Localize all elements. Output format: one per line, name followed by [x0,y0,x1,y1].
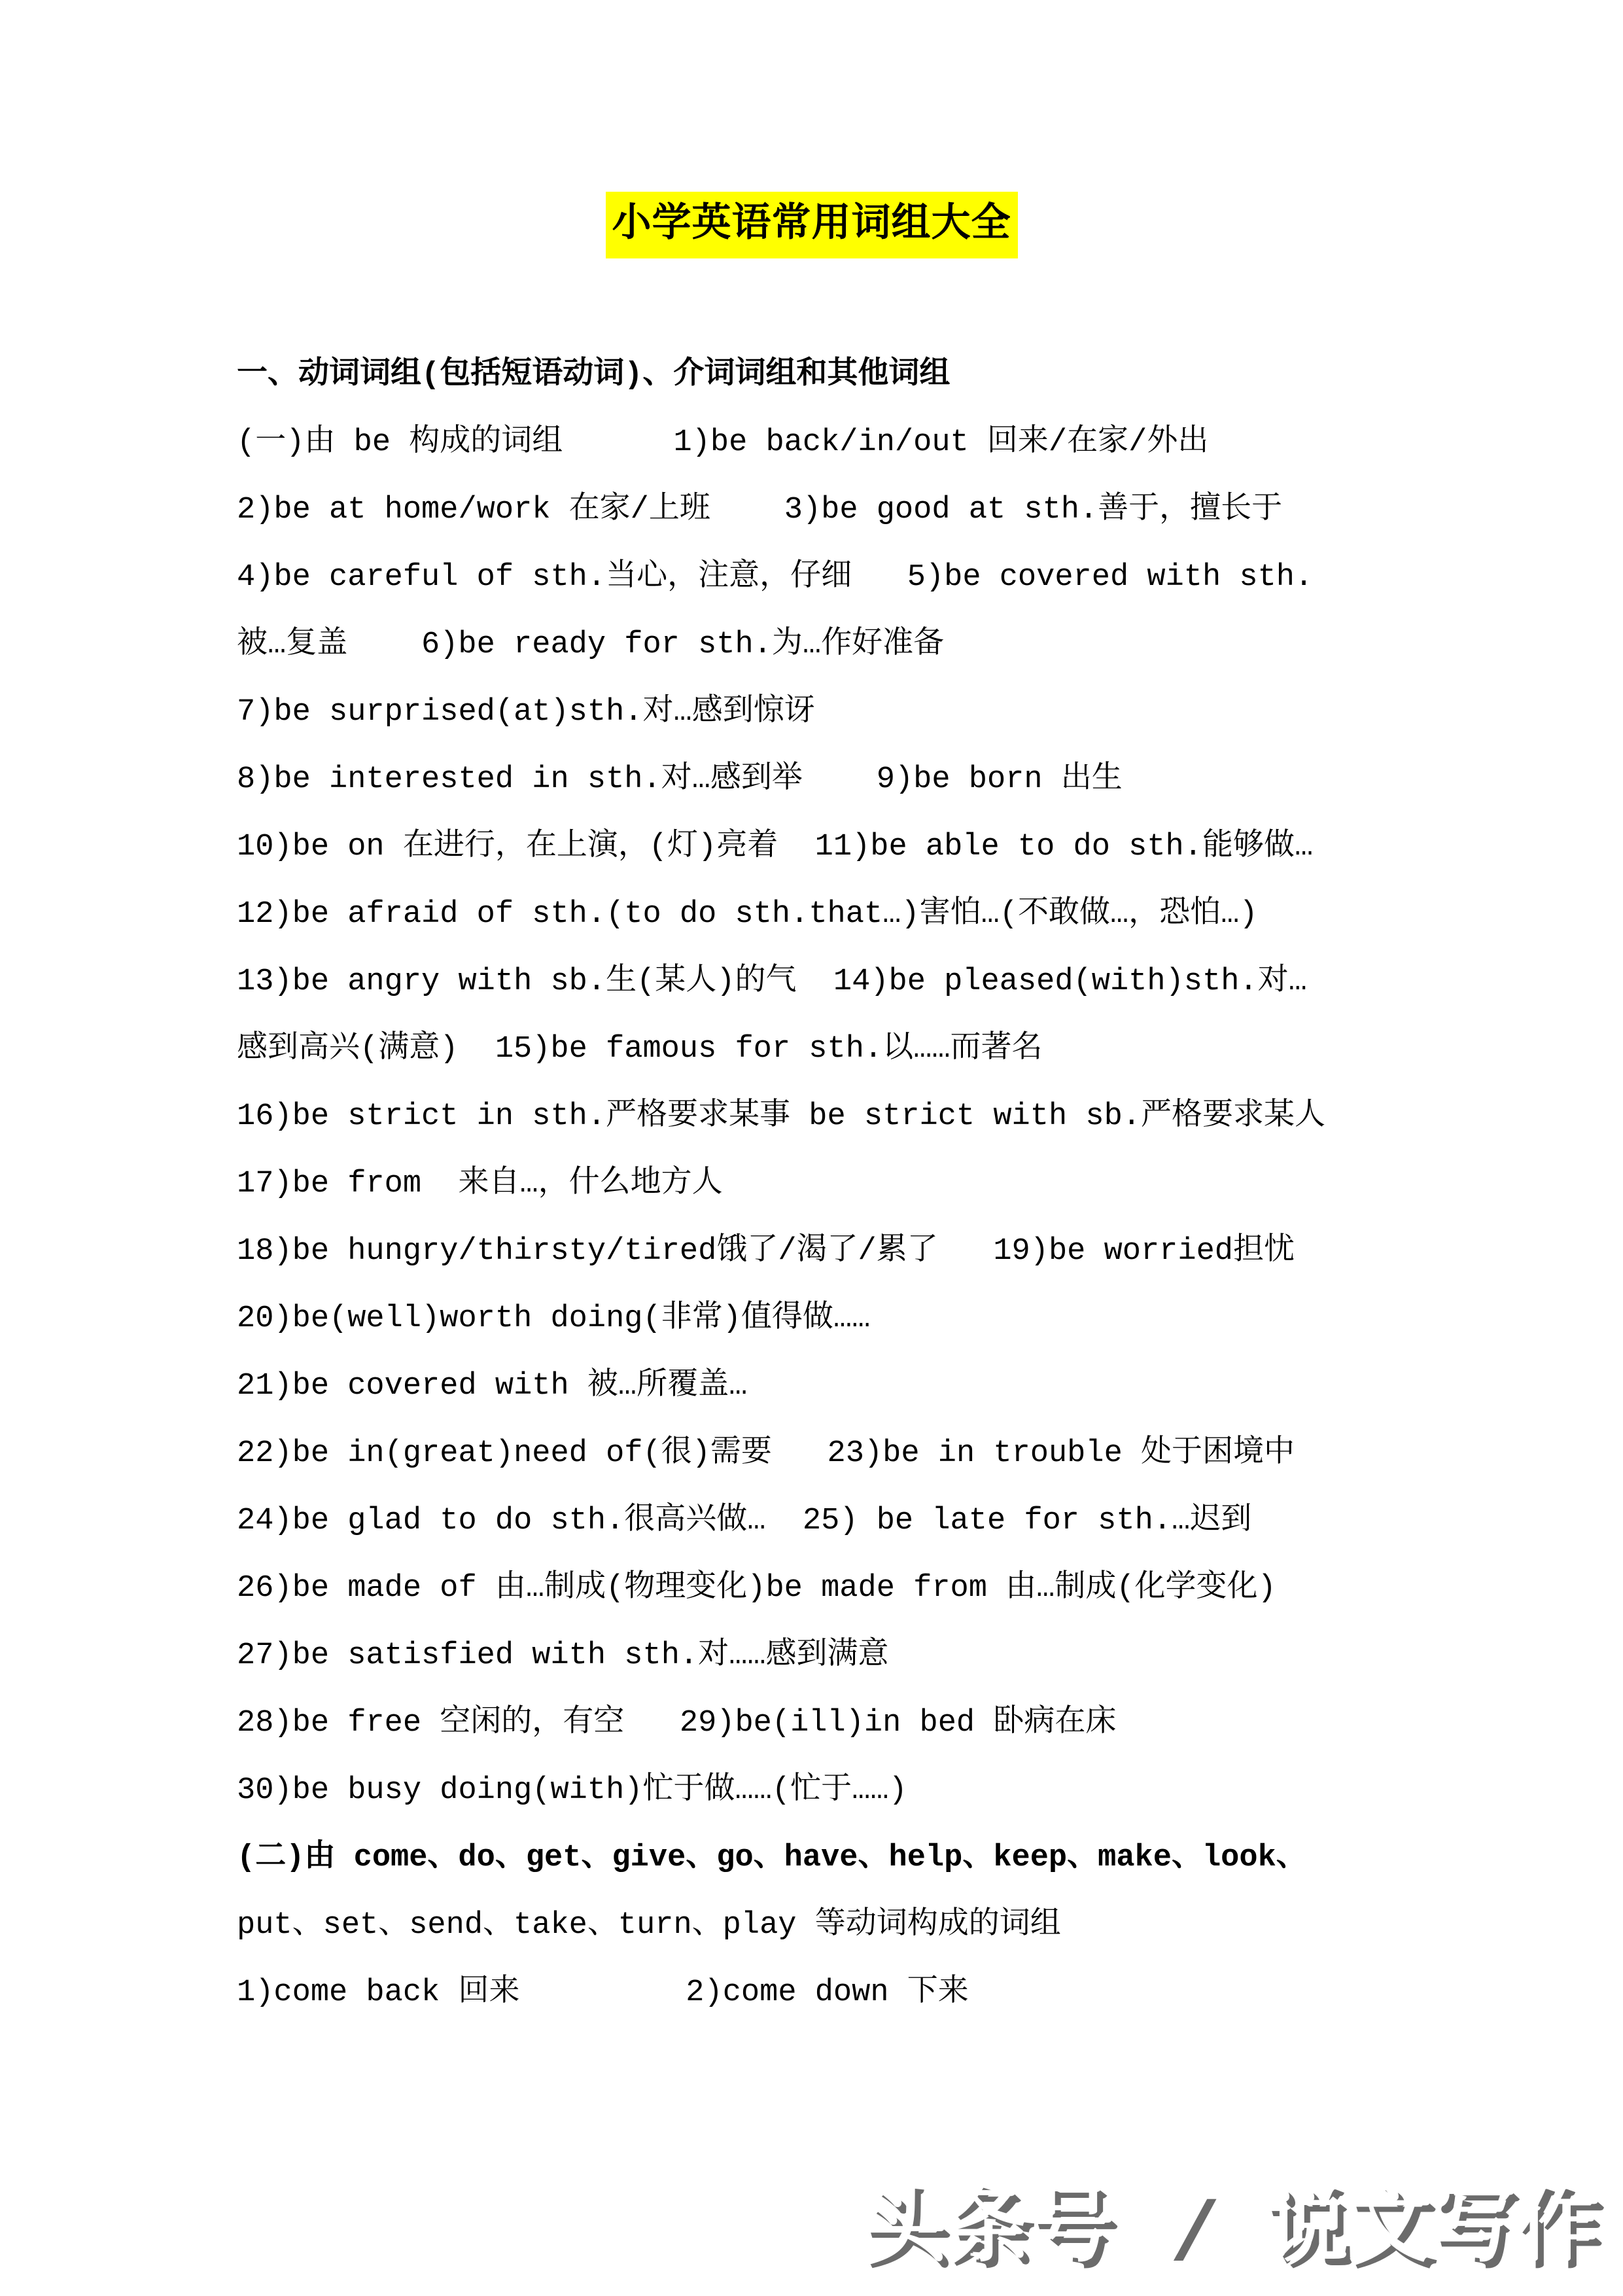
phrase-line: 24)be glad to do sth.很高兴做… 25) be late for sth.…迟到 [237,1504,1252,1538]
phrase-line: 感到高兴(满意) 15)be famous for sth.以……而著名 [237,1032,1043,1067]
phrase-line: 21)be covered with 被…所覆盖… [237,1369,748,1404]
phrase-line: (一)由 be 构成的词组 1)be back/in/out 回来/在家/外出 [237,425,1209,460]
title-row [0,192,1623,258]
phrase-line: 12)be afraid of sth.(to do sth.that…)害怕…(不敢做…，恐怕…) [237,897,1258,932]
phrase-line: 16)be strict in sth.严格要求某事 be strict with sb.严格要求某人 [237,1099,1325,1134]
phrase-line: 10)be on 在进行，在上演，(灯)亮着 11)be able to do sth.能够做… [237,830,1314,864]
phrase-line: 被…复盖 6)be ready for sth.为…作好准备 [237,627,945,662]
phrase-line: 2)be at home/work 在家/上班 3)be good at sth.善于，擅长于 [237,493,1283,527]
phrase-line: 17)be from 来自…，什么地方人 [237,1167,723,1201]
phrase-line: 27)be satisfied with sth.对……感到满意 [237,1638,889,1673]
section-heading-2: (二)由 come、do、get、give、go、have、help、keep、make、look、 [237,1841,1307,1875]
section-heading-1: 一、动词词组(包括短语动词)、介词词组和其他词组 [237,358,951,393]
phrase-line: 22)be in(great)need of(很)需要 23)be in trouble 处于困境中 [237,1436,1295,1471]
phrase-line: 4)be careful of sth.当心，注意，仔细 5)be covered with sth. [237,560,1314,595]
phrase-line: 8)be interested in sth.对…感到举 9)be born 出生 [237,762,1123,797]
phrase-line: 30)be busy doing(with)忙于做……(忙于……) [237,1773,907,1808]
phrase-line: 13)be angry with sb.生(某人)的气 14)be pleased(with)sth.对… [237,964,1307,999]
phrase-line: 18)be hungry/thirsty/tired饿了/渴了/累了 19)be worried担忧 [237,1234,1295,1269]
phrase-line: 28)be free 空闲的，有空 29)be(ill)in bed 卧病在床 [237,1706,1117,1740]
phrase-line: 1)come back 回来 2)come down 下来 [237,1975,969,2010]
phrase-line: put、set、send、take、turn、play 等动词构成的词组 [237,1908,1061,1943]
document-title: 小学英语常用词组大全 [606,192,1018,258]
phrase-line: 20)be(well)worth doing(非常)值得做…… [237,1301,871,1336]
phrase-line: 26)be made of 由…制成(物理变化)be made from 由…制成(化学变化) [237,1571,1276,1606]
phrase-line: 7)be surprised(at)sth.对…感到惊讶 [237,695,815,730]
watermark: 头条号 / 说文写作 [862,2184,1599,2279]
document-body [237,342,1466,2026]
